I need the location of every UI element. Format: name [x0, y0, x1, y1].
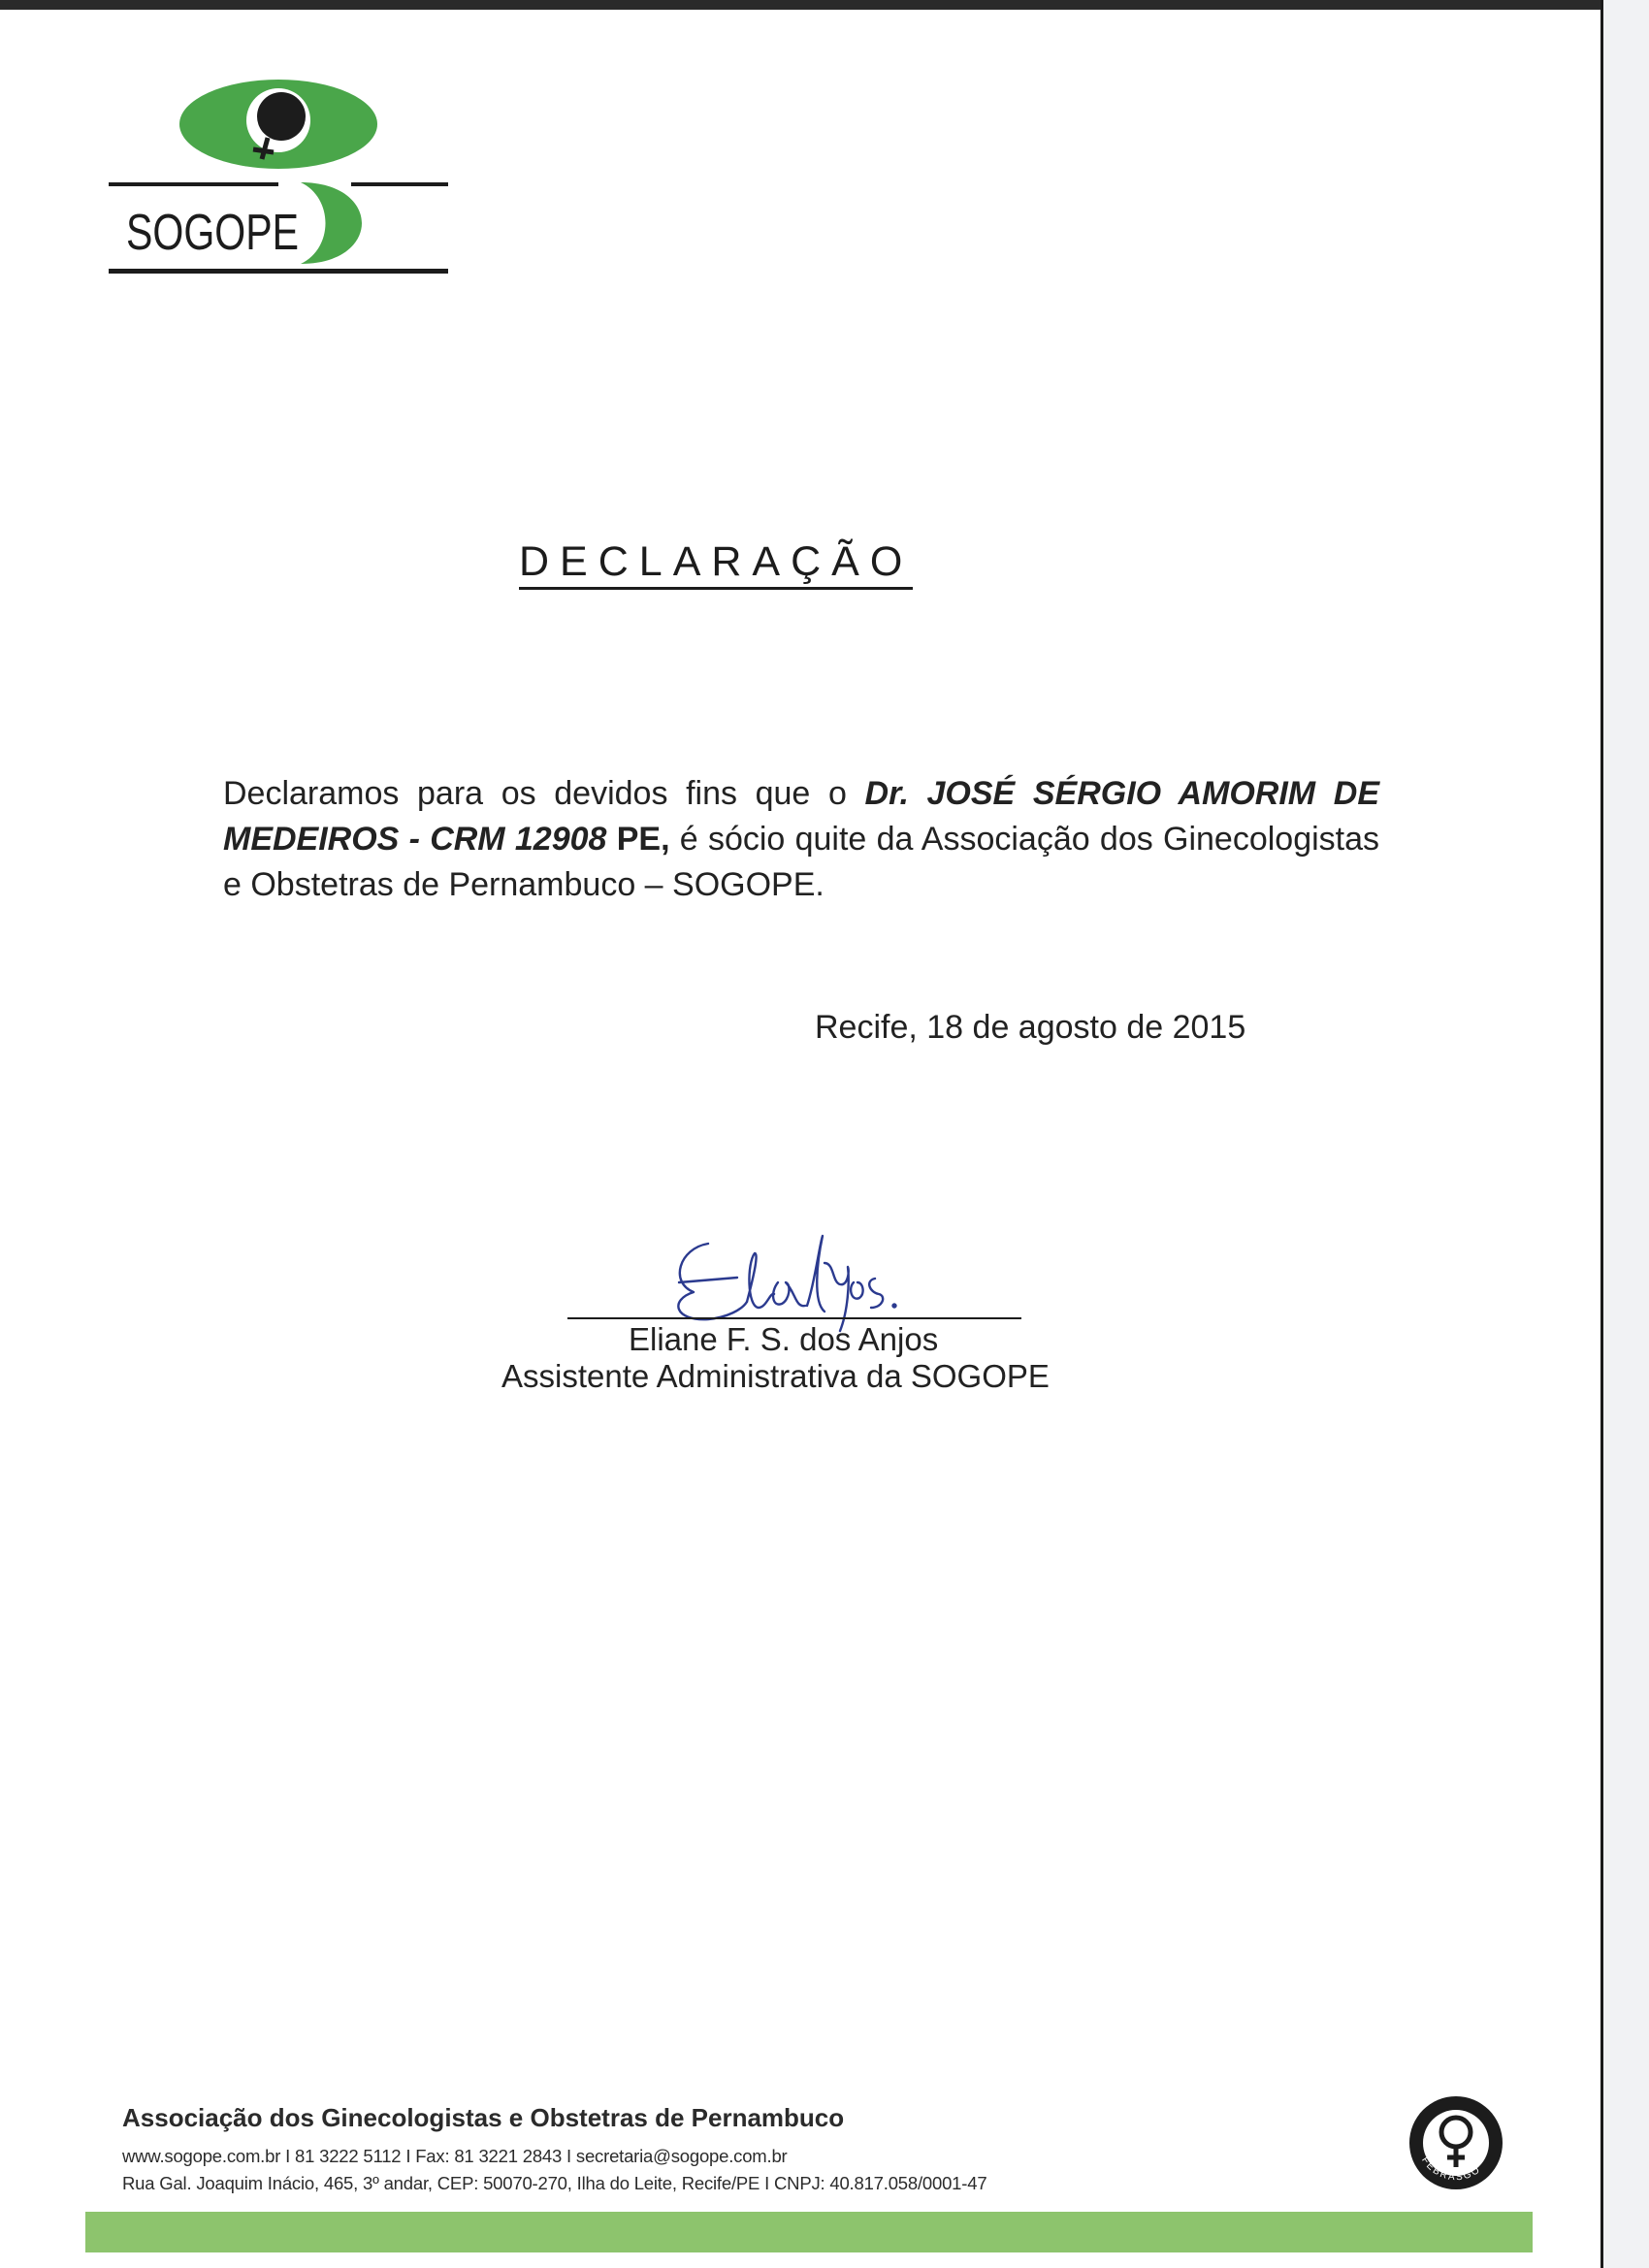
- signer-name: Eliane F. S. dos Anjos: [629, 1321, 939, 1357]
- sogope-logo: [109, 78, 448, 281]
- signer-role: Assistente Administrativa da SOGOPE: [501, 1358, 1050, 1394]
- declaration-body: [223, 771, 1379, 908]
- document-title: DECLARAÇÃO: [519, 539, 913, 590]
- member-state: PE,: [606, 821, 670, 858]
- footer-contact: www.sogope.com.br I 81 3222 5112 I Fax: 81 3221 2843 I secretaria@sogope.com.br: [122, 2146, 788, 2166]
- scan-top-edge: [0, 0, 1649, 10]
- member-name: Dr. JOSÉ SÉRGIO AMORIM DE MEDEIROS - CRM 12908: [223, 775, 1379, 858]
- scan-right-edge: [1600, 0, 1649, 2268]
- febrasgo-seal-icon: [1406, 2093, 1505, 2192]
- footer-organization: Associação dos Ginecologistas e Obstetras de Pernambuco: [122, 2103, 845, 2132]
- document-date: Recife, 18 de agosto de 2015: [815, 1009, 1246, 1046]
- body-rest: é sócio quite da Associação dos Ginecologistas e Obstetras de Pernambuco – SOGOPE.: [223, 821, 1380, 903]
- logo-wordmark: SOGOPE: [126, 205, 299, 261]
- body-intro: Declaramos para os devidos fins que o: [223, 775, 865, 812]
- signature-line: [567, 1317, 1021, 1319]
- footer-address: Rua Gal. Joaquim Inácio, 465, 3º andar, CEP: 50070-270, Ilha do Leite, Recife/PE I CNPJ: 40.817.058/0001-47: [122, 2173, 987, 2193]
- seal-text: FEBRASGO: [1419, 2155, 1484, 2184]
- footer-green-bar: [85, 2212, 1533, 2252]
